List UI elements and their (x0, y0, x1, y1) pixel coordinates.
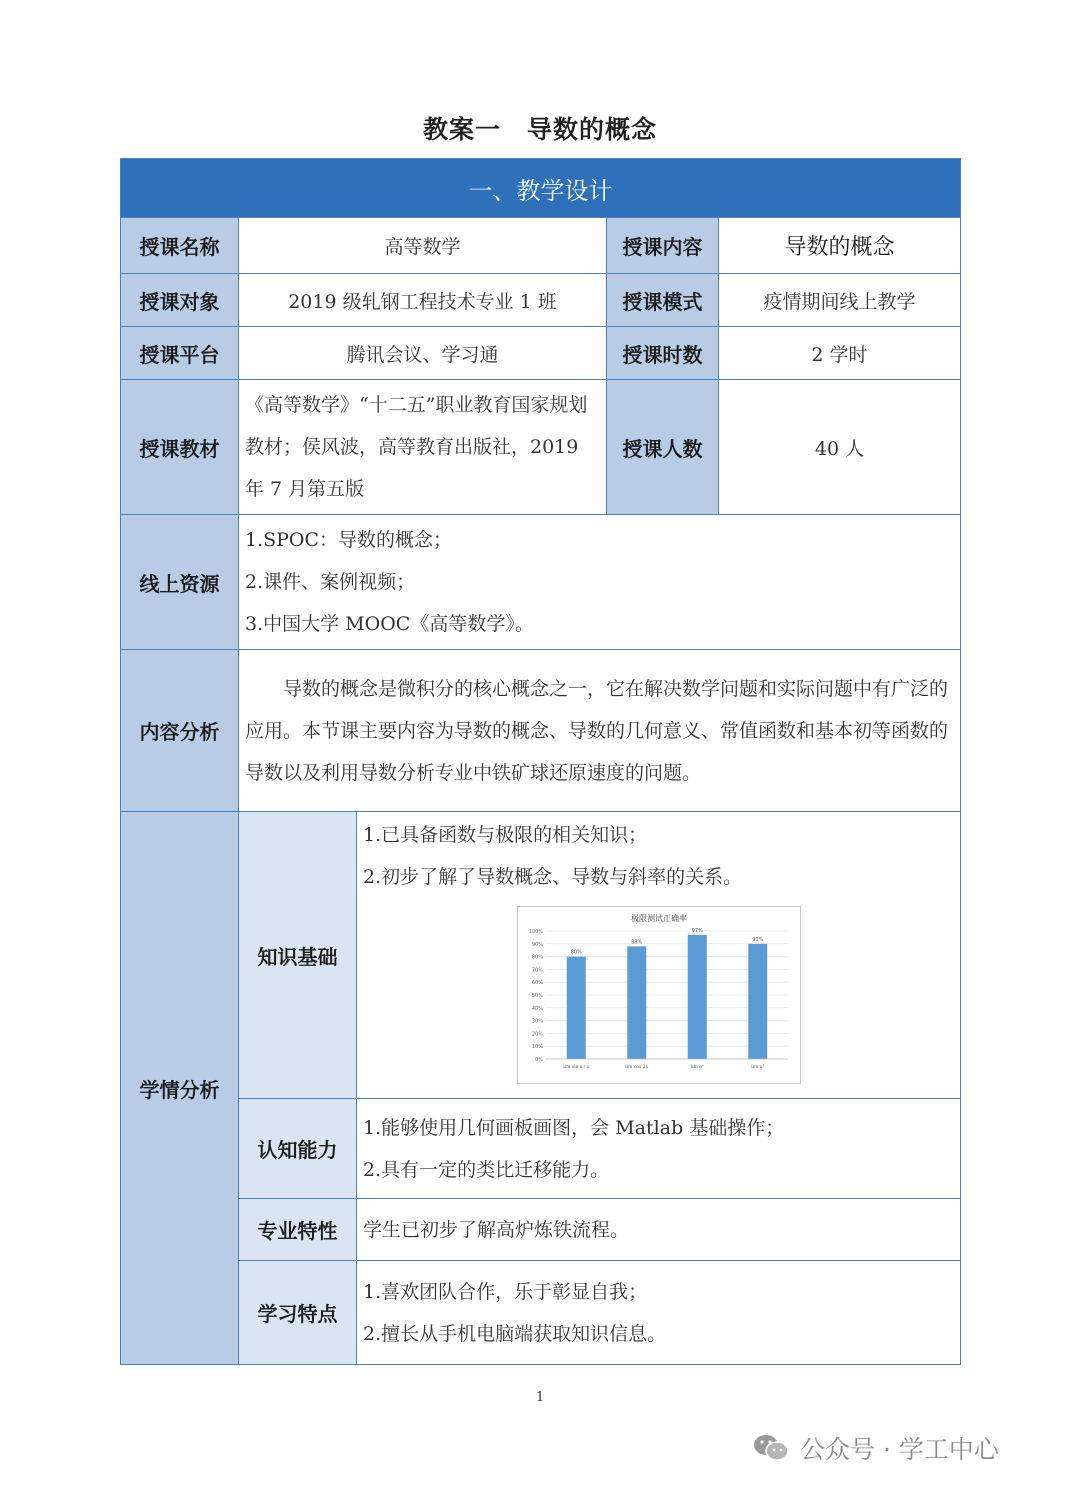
wechat-icon (752, 1432, 790, 1464)
online-resources-list (239, 515, 961, 650)
course-name-label: 授课名称 (121, 218, 239, 274)
bar (688, 935, 707, 1059)
page-number: 1 (535, 1390, 545, 1405)
bar (627, 946, 646, 1059)
section-heading: 一、教学设计 (121, 159, 961, 218)
list-item: 1.SPOC：导数的概念； (245, 529, 453, 551)
content-analysis-text: 导数的概念是微积分的核心概念之一，它在解决数学问题和实际问题中有广泛的应用。本节课主要内容为导数的概念、导数的几何意义、常值函数和基本初等函数的导数以及利用导数分析专业中铁矿球还原速度的问题。 (239, 650, 961, 812)
list-item: 1.已具备函数与极限的相关知识； (363, 824, 648, 846)
data-label: 80% (570, 949, 582, 956)
learning-label: 学习特点 (239, 1261, 357, 1365)
y-tick-label: 10% (531, 1044, 543, 1051)
cognitive-label: 认知能力 (239, 1099, 357, 1199)
x-tick-label: lim cos 2x (625, 1065, 649, 1070)
bar (748, 944, 767, 1059)
knowledge-label: 知识基础 (239, 812, 357, 1099)
list-item: 2.擅长从手机电脑端获取知识信息。 (363, 1322, 667, 1345)
list-item: 1.能够使用几何画板画图，会 Matlab 基础操作； (363, 1116, 785, 1139)
textbook-label: 授课教材 (121, 380, 239, 515)
audience-label: 授课对象 (121, 274, 239, 327)
students-value: 40 人 (719, 380, 961, 515)
y-tick-label: 20% (531, 1031, 543, 1038)
students-label: 授课人数 (607, 380, 719, 515)
cognitive-list (357, 1099, 961, 1199)
list-item: 2.课件、案例视频； (245, 571, 416, 593)
y-tick-label: 0% (535, 1057, 543, 1063)
list-item: 2.具有一定的类比迁移能力。 (363, 1158, 610, 1181)
learner-analysis-label: 学情分析 (121, 812, 239, 1365)
list-item: 1.喜欢团队合作，乐于彰显自我； (363, 1280, 648, 1303)
list-item: 2.初步了解了导数概念、导数与斜率的关系。 (363, 866, 743, 888)
y-tick-label: 60% (531, 980, 543, 987)
bar (567, 957, 586, 1059)
learning-list (357, 1261, 961, 1365)
list-item: 3.中国大学 MOOC《高等数学》。 (245, 613, 534, 635)
mode-value: 疫情期间线上教学 (719, 274, 961, 327)
content-analysis-label: 内容分析 (121, 650, 239, 812)
accuracy-chart (517, 906, 801, 1084)
course-content-value: 导数的概念 (719, 218, 961, 274)
hours-label: 授课时数 (607, 327, 719, 380)
online-resources-label: 线上资源 (121, 515, 239, 650)
y-tick-label: 70% (531, 967, 543, 974)
professional-label: 专业特性 (239, 1199, 357, 1261)
course-content-label: 授课内容 (607, 218, 719, 274)
y-tick-label: 80% (531, 954, 543, 961)
audience-value: 2019 级轧钢工程技术专业 1 班 (239, 274, 607, 327)
hours-value: 2 学时 (719, 327, 961, 380)
platform-label: 授课平台 (121, 327, 239, 380)
professional-text: 学生已初步了解高炉炼铁流程。 (357, 1199, 961, 1261)
y-tick-label: 40% (531, 1005, 543, 1012)
data-label: 90% (752, 936, 764, 943)
x-tick-label: lim x² (751, 1065, 765, 1070)
x-tick-label: lim eˣ (690, 1065, 704, 1070)
knowledge-cell (357, 812, 961, 1099)
chart-title: 极限测试正确率 (631, 914, 687, 923)
teaching-design-table (120, 158, 961, 1365)
y-tick-label: 50% (531, 993, 543, 999)
accuracy-chart-svg (518, 907, 800, 1083)
y-tick-label: 30% (531, 1018, 543, 1025)
y-tick-label: 100% (528, 929, 543, 935)
textbook-value: 《高等数学》“十二五”职业教育国家规划教材；侯风波，高等教育出版社，2019 年 7 月第五版 (239, 380, 607, 515)
watermark (752, 1428, 1062, 1468)
x-tick-label: lim sin x / x (563, 1065, 590, 1070)
data-label: 97% (691, 927, 703, 934)
y-tick-label: 90% (531, 941, 543, 948)
page-title: 教案一 导数的概念 (422, 115, 657, 144)
course-name-value: 高等数学 (239, 218, 607, 274)
data-label: 88% (631, 939, 643, 946)
watermark-text: 公众号 · 学工中心 (800, 1435, 999, 1464)
mode-label: 授课模式 (607, 274, 719, 327)
platform-value: 腾讯会议、学习通 (239, 327, 607, 380)
